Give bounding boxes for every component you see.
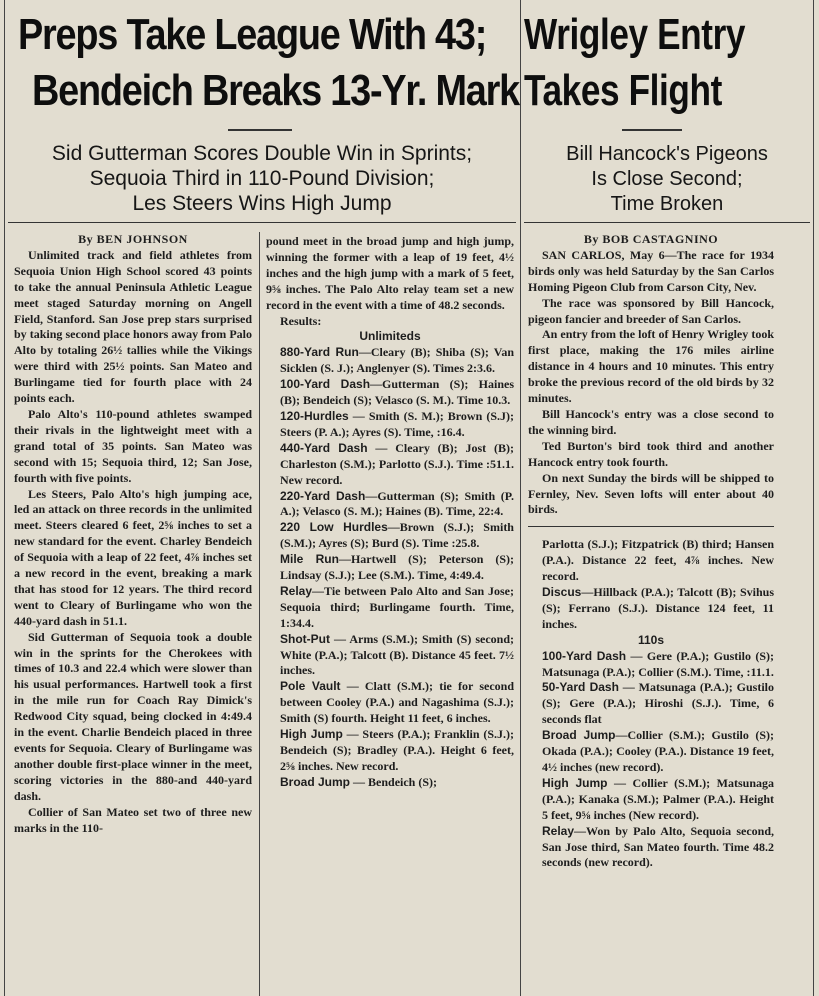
event-name: 220 Low Hurdles — [280, 520, 388, 535]
paragraph: An entry from the loft of Henry Wrigley took first place, making the 176 miles airline distance in 4 hours and 10 minutes. This entry broke the previous record of the old birds by 32 minutes. — [528, 327, 774, 406]
headline-rule — [228, 129, 292, 131]
section-rule — [528, 526, 774, 527]
event-result: — Bendeich (S); — [350, 774, 438, 789]
paragraph: Collier of San Mateo set two of three new marks in the 110- — [14, 804, 252, 835]
result-entry — [266, 345, 514, 377]
result-entry — [266, 409, 514, 441]
paragraph: On next Sunday the birds will be shipped to Fernley, Nev. Seven lofts will enter about 40 birds. — [528, 470, 774, 517]
event-result: — Smith (S. M.); Brown (S.J); Steers (P. A.); Ayres (S). Time, :16.4. — [280, 408, 514, 439]
column-rule — [259, 232, 260, 996]
result-entry — [528, 776, 774, 824]
event-name: Mile Run — [280, 552, 339, 567]
result-entry — [528, 649, 774, 681]
result-entry — [266, 377, 514, 409]
event-result: —Collier (S.M.); Gustilo (S); Okada (P.A.); Cooley (P.A.). Distance 19 feet, 4½ inches (new record). — [542, 728, 774, 774]
right-byline: By BOB CASTAGNINO — [583, 232, 719, 246]
paragraph: The race was sponsored by Bill Hancock, pigeon fancier and breeder of San Carlos. — [528, 295, 774, 326]
event-result: — Clatt (S.M.); tie for second between Cooley (P.A.) and Nagashima (S.J.); Smith (S) fourth. Height 11 feet, 6 inches. — [280, 679, 514, 726]
right-headline-line-2: Takes Flight — [524, 66, 722, 115]
event-result: Parlotta (S.J.); Fitzpatrick (B) third; Hansen (P.A.). Distance 22 feet, 4⅞ inches. New record. — [542, 537, 774, 584]
deck-line-2: Sequoia Third in 110-Pound Division; — [89, 167, 435, 190]
event-name: Relay — [542, 823, 575, 838]
deck-line-1: Sid Gutterman Scores Double Win in Sprints; — [51, 142, 473, 165]
results-list-continued — [528, 537, 774, 632]
column-rule — [4, 0, 5, 996]
right-deck-rule — [524, 222, 810, 223]
event-name: High Jump — [542, 775, 608, 790]
result-entry — [266, 552, 514, 584]
paragraph: Unlimited track and field athletes from Sequoia Union High School scored 43 points to take the annual Peninsula Athletic League meet staged Saturday morning on Angell Field, Stanford. San Jose prep stars surprised by taking second place honors away from Palo Alto by totaling 26½ tallies while the Vikings were third with 25½ points. San Mateo and Burlingame tied for fourth place with 24 points each. — [14, 247, 252, 406]
event-name: Discus — [542, 585, 582, 600]
results-label: Results: — [280, 313, 322, 328]
right-headline-rule — [622, 129, 682, 131]
event-result: — Matsunaga (P.A.); Gustilo (S); Gere (P.A.); Hiroshi (S.J.). Time, 6 seconds flat — [542, 680, 774, 727]
right-deck-line-1: Bill Hancock's Pigeons — [566, 143, 768, 165]
headline-line-2: Bendeich Breaks 13-Yr. Mark — [32, 66, 520, 115]
event-name: 120-Hurdles — [280, 408, 349, 423]
event-result: —Brown (S.J.); Smith (S.M.); Ayres (S); Burd (S). Time :25.8. — [280, 520, 514, 551]
column-rule — [520, 0, 521, 996]
event-name: High Jump — [280, 727, 343, 742]
event-result: —Tie between Palo Alto and San Jose; Sequoia third; Burlingame fourth. Time, 1:34.4. — [280, 583, 514, 630]
result-entry — [528, 728, 774, 776]
result-entry — [266, 632, 514, 680]
paragraph: Les Steers, Palo Alto's high jumping ace, led an attack on three records in the unlimited meet. Steers cleared 6 feet, 2⅝ inches to set a new standard for the event. Charley Bendeich of Sequoia with a leap of 22 feet, 4⅞ inches set a new record in the event, breaking a mark that has stood for 12 years. The third record went to Cleary of Burlingame who won the 440-yard dash in 51.1. — [14, 486, 252, 628]
result-entry — [266, 520, 514, 552]
event-result: —Hartwell (S); Peterson (S); Lindsay (S.J.); Lee (S.M.). Time, 4:49.4. — [280, 552, 515, 583]
result-entry — [266, 489, 514, 521]
event-result: — Arms (S.M.); Smith (S) second; White (P.A.); Talcott (B). Distance 45 feet. 7½ inches. — [280, 631, 514, 678]
event-name: Broad Jump — [280, 774, 351, 789]
event-result: — Steers (P.A.); Franklin (S.J.); Bendeich (S); Bradley (P.A.). Height 6 feet, 2⅝ inches. New record. — [280, 727, 514, 773]
right-deck-line-2: Is Close Second; — [591, 168, 743, 190]
event-result: — Collier (S.M.); Matsunaga (P.A.); Kanaka (S.M.); Palmer (P.A.). Height 5 feet, 9⅝ inches (New record). — [542, 775, 774, 822]
right-deck-line-3: Time Broken — [610, 193, 724, 215]
paragraph: pound meet in the broad jump and high jump, winning the former with a leap of 19 feet, 4½ inches and the high jump with a mark of 5 feet, 9⅝ inches. The Palo Alto relay team set a new record in the event with a time of 48.2 seconds. — [266, 234, 514, 312]
event-name: 440-Yard Dash — [280, 440, 368, 455]
result-entry — [266, 584, 514, 632]
result-entry — [528, 585, 774, 633]
event-name: 50-Yard Dash — [542, 680, 619, 695]
results-list-110s — [528, 649, 774, 872]
result-entry — [528, 824, 774, 872]
story-column-1 — [14, 232, 252, 836]
event-result: —Gutterman (S); Smith (P. A.); Velasco (S. M.); Haines (B). Time, 22:4. — [280, 488, 514, 519]
paragraph: Ted Burton's bird took third and another Hancock entry took fourth. — [528, 438, 774, 469]
story-column-2 — [266, 234, 514, 791]
right-story-column — [528, 232, 774, 871]
event-name: 100-Yard Dash — [280, 377, 371, 392]
event-name: 220-Yard Dash — [280, 488, 366, 503]
event-result: — Gere (P.A.); Gustilo (S); Matsunaga (P.A.); Collier (S.M.). Time, :11.1. — [542, 648, 774, 679]
results-list-unlimited — [266, 345, 514, 790]
result-entry — [528, 680, 774, 728]
deck-rule — [8, 222, 516, 223]
paragraph: Sid Gutterman of Sequoia took a double win in the sprints for the Cherokees with times of 10.3 and 22.4 which were slower than his usual performances. Hartwell took a first in the mile run for Coach Ray Dimick's Redwood City squad, being clocked in 4:49.4 in the event. Charlie Bendeich placed in three events for Sequoia. Cleary of Burlingame was another double first-place winner in the meet, scoring victories in the 880-and 440-yard dash. — [14, 629, 252, 803]
deck-line-3: Les Steers Wins High Jump — [132, 192, 392, 215]
event-name: 880-Yard Run — [280, 345, 359, 360]
section-heading-110s: 110s — [637, 632, 665, 647]
paragraph: Bill Hancock's entry was a close second to the winning bird. — [528, 406, 774, 437]
result-entry — [266, 441, 514, 489]
column-rule — [813, 0, 814, 996]
event-name: Shot-Put — [280, 631, 330, 646]
event-result: —Gutterman (S); Haines (B); Bendeich (S); Velasco (S. M.). Time 10.3. — [280, 377, 514, 408]
section-heading-unlimiteds: Unlimiteds — [359, 329, 421, 344]
paragraph: Palo Alto's 110-pound athletes swamped their rivals in the lightweight meet with a grand total of 35 points. San Mateo was second with 15; Sequoia third, 12; San Jose, fourth with five points. — [14, 406, 252, 485]
event-result: —Won by Palo Alto, Sequoia second, San Jose third, San Mateo fourth. Time 48.2 seconds (new record). — [542, 823, 774, 870]
byline: By BEN JOHNSON — [78, 232, 188, 246]
result-entry — [528, 537, 774, 585]
headline-line-1: Preps Take League With 43; — [18, 10, 487, 59]
event-name: Pole Vault — [280, 679, 341, 694]
result-entry — [266, 679, 514, 727]
event-result: —Hillback (P.A.); Talcott (B); Svihus (S); Ferrano (S.J.). Distance 124 feet, 11 inches. — [542, 585, 774, 631]
right-headline-line-1: Wrigley Entry — [524, 10, 746, 59]
event-name: Relay — [280, 583, 313, 598]
paragraph: SAN CARLOS, May 6—The race for 1934 birds only was held Saturday by the San Carlos Homing Pigeon Club from Carson City, Nev. — [528, 247, 774, 294]
event-name: Broad Jump — [542, 728, 616, 743]
result-entry — [266, 727, 514, 775]
event-result: — Cleary (B); Jost (B); Charleston (S.M.); Parlotto (S.J.). Time :51.1. New record. — [280, 440, 514, 487]
result-entry — [266, 775, 514, 791]
event-name: 100-Yard Dash — [542, 648, 627, 663]
event-result: —Cleary (B); Shiba (S); Van Sicklen (S. J.); Anglenyer (S). Times 2:3.6. — [280, 345, 514, 376]
